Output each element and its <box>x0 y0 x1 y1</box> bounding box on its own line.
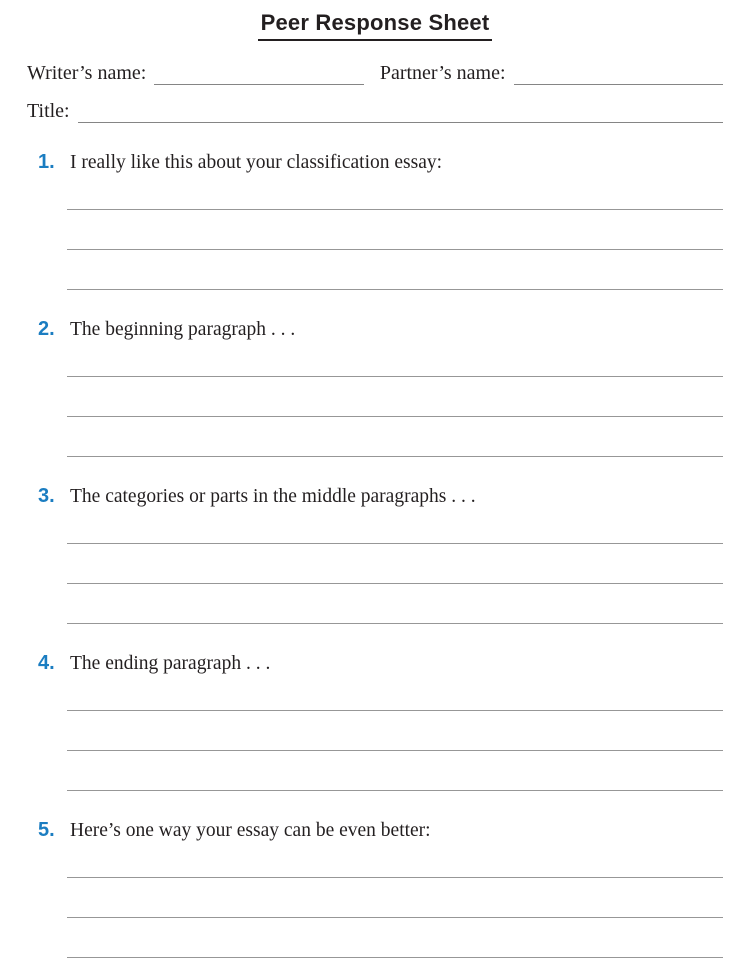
item-rules <box>67 176 723 290</box>
answer-line[interactable] <box>67 918 723 958</box>
prompt-row <box>27 317 723 343</box>
answer-line[interactable] <box>67 584 723 624</box>
essay-title-row <box>27 99 723 123</box>
response-item <box>27 651 723 791</box>
items-list <box>27 150 723 958</box>
essay-title-label: Title: <box>27 100 70 122</box>
answer-line[interactable] <box>67 677 723 711</box>
partner-name-label: Partner’s name: <box>379 62 506 84</box>
item-number: 2. <box>38 318 55 340</box>
answer-line[interactable] <box>67 250 723 290</box>
answer-line[interactable] <box>67 377 723 417</box>
item-prompt: I really like this about your classification essay: <box>70 152 443 173</box>
writer-name-field[interactable] <box>154 62 363 85</box>
answer-line[interactable] <box>67 844 723 878</box>
answer-line[interactable] <box>67 343 723 377</box>
item-number: 5. <box>38 819 55 841</box>
title-wrap <box>27 10 723 41</box>
answer-line[interactable] <box>67 544 723 584</box>
item-rules <box>67 677 723 791</box>
page-title: Peer Response Sheet <box>258 10 493 41</box>
answer-line[interactable] <box>67 878 723 918</box>
answer-line[interactable] <box>67 510 723 544</box>
item-rules <box>67 510 723 624</box>
item-rules <box>67 343 723 457</box>
answer-line[interactable] <box>67 711 723 751</box>
response-item <box>27 150 723 290</box>
partner-name-field[interactable] <box>514 62 723 85</box>
item-prompt: Here’s one way your essay can be even better: <box>70 820 431 841</box>
prompt-row <box>27 818 723 844</box>
prompt-row <box>27 150 723 176</box>
prompt-row <box>27 651 723 677</box>
answer-line[interactable] <box>67 751 723 791</box>
answer-line[interactable] <box>67 176 723 210</box>
item-prompt: The categories or parts in the middle paragraphs . . . <box>70 486 476 507</box>
writer-name-label: Writer’s name: <box>27 62 147 84</box>
item-number: 4. <box>38 652 55 674</box>
essay-title-field[interactable] <box>78 100 723 123</box>
prompt-row <box>27 484 723 510</box>
answer-line[interactable] <box>67 417 723 457</box>
response-item <box>27 484 723 624</box>
item-prompt: The ending paragraph . . . <box>70 653 271 674</box>
item-rules <box>67 844 723 958</box>
names-row <box>27 61 723 85</box>
item-number: 3. <box>38 485 55 507</box>
response-item <box>27 818 723 958</box>
item-number: 1. <box>38 151 55 173</box>
response-item <box>27 317 723 457</box>
item-prompt: The beginning paragraph . . . <box>70 319 296 340</box>
answer-line[interactable] <box>67 210 723 250</box>
